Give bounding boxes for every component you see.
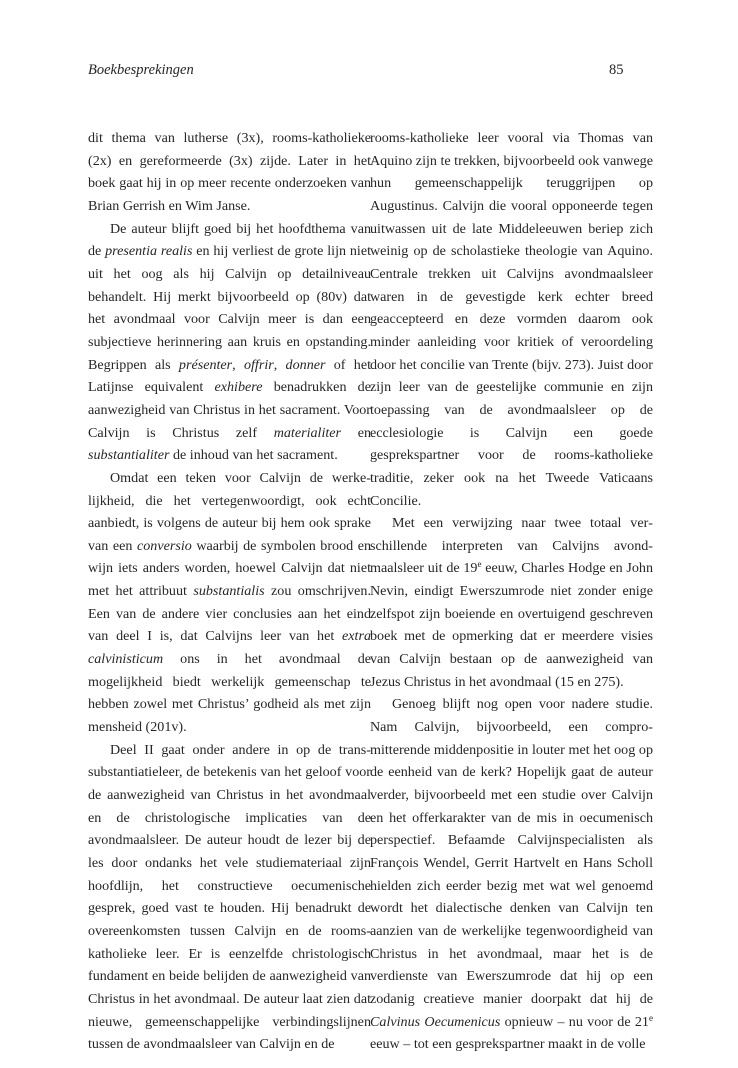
text-run: De auteur blijft goed bij het hoofdthema van de (88, 220, 371, 260)
italic-term: Calvinus Oecumenicus (370, 1013, 501, 1030)
italic-term: presentia realis (105, 243, 193, 260)
text-run: zou omschrijven. Een van de andere vier conclusies aan het eind van deel I is, dat Calvijns leer van het (88, 583, 371, 645)
text-column-left (88, 127, 371, 1056)
italic-term: materialiter (273, 424, 342, 441)
text-run: eeuw, Charles Hodge en John Nevin, eindigt Ewerszumrode niet zonder enige zelfspot zijn boeiende en overtuigend geschreven boek met de opmerking dat er meerdere visies van Calvijn bestaan op de aanwezigheid van Jezus Christus in het avondmaal (15 en 275). (370, 560, 654, 690)
text-run: benadrukken de aanwezigheid van Christus in het sacrament. Voor Calvijn is Christus zelf (88, 379, 371, 441)
paragraph (370, 127, 653, 512)
text-run: en hij verliest de grote lijn niet uit het oog als hij Calvijn op detailniveau behandelt. Hij merkt bijvoorbeeld op (80v) dat het avondmaal voor Calvijn meer is dan een subjectieve herinnering aan kruis en opstanding. Begrippen als (88, 243, 371, 373)
text-run: Deel II gaat onder andere in op de transsubstantiatieleer, de betekenis van het geloof voor de aanwezigheid van Christus in het avondmaal en de christologische implicaties van de avondmaalsleer. De auteur houdt de lezer bij de les door ondanks het vele studiemateriaal zijn hoofdlijn, het constructieve oecumenische gesprek, goed vast te houden. Hij benadrukt de overeenkomsten tussen Calvijn en de rooms-katholieke leer. Er is eenzelfde christologisch fundament en beide belijden de aanwezigheid van Christus in het avondmaal. De auteur laat zien dat nieuwe, gemeenschappelijke verbindingslijnen tussen de avondmaalsleer van Calvijn en de (88, 741, 371, 1053)
text-column-right (370, 127, 653, 1056)
paragraph (88, 127, 371, 218)
text-run: en (341, 424, 372, 441)
paragraph (88, 467, 371, 739)
italic-term: conversio (136, 537, 192, 554)
text-run: , (273, 356, 286, 373)
page-number: 85 (609, 62, 624, 78)
text-run: opnieuw – nu voor de 21 (500, 1013, 649, 1030)
italic-term: substantialiter (88, 447, 170, 464)
text-run: Omdat een teken voor Calvijn de werkelijkheid, die het vertegenwoordigt, ook echt aanbiedt, is volgens de auteur bij hem ook sprake van een (88, 469, 371, 554)
italic-term: extra calvinisticum (88, 628, 371, 668)
text-run: eeuw – tot een gesprekspartner maakt in de volle (370, 1036, 646, 1053)
text-run: de inhoud van het sacrament. (169, 447, 338, 464)
paragraph (88, 218, 371, 467)
paragraph (370, 693, 653, 1056)
text-run: dit thema van lutherse (3x), rooms-katholieke (2x) en gereformeerde (3x) zijde. Later in het boek gaat hij in op meer recente onderzoeken van Brian Gerrish en Wim Janse. (88, 130, 371, 214)
running-head-title: Boekbesprekingen (88, 62, 194, 78)
text-run: Genoeg blijft nog open voor nadere studie. Nam Calvijn, bijvoorbeeld, een compromitterende middenpositie in louter met het oog op de eenheid van de kerk? Hopelijk gaat de auteur verder, bijvoorbeeld met een studie over Calvijn en het offerkarakter van de mis in oecumenisch perspectief. Befaamde Calvijnspecialisten als François Wendel, Gerrit Hartvelt en Hans Scholl hielden zich eerder bezig met wat wel genoemd wordt het dialectische denken van Calvijn ten aanzien van de werkelijke tegenwoordigheid van Christus in het avondmaal, maar het is de verdienste van Ewerszumrode dat hij op een zodanig creatieve manier doorpakt dat hij de (370, 696, 653, 1007)
text-run: , (232, 356, 244, 373)
text-run: Met een verwijzing naar twee totaal verschillende interpreten van Calvijns avondmaalsleer uit de 19 (370, 515, 653, 577)
italic-term: exhibere (214, 379, 263, 396)
text-run: of het Latijnse equivalent (88, 356, 371, 396)
paragraph (370, 512, 653, 693)
italic-term: donner (285, 356, 326, 373)
italic-term: présenter (178, 356, 233, 373)
superscript: e (477, 559, 482, 570)
text-run: rooms-katholieke leer vooral via Thomas van Aquino zijn te trekken, bijvoorbeeld ook vanwege hun gemeenschappelijk teruggrijpen op Augustinus. Calvijn die vooral opponeerde tegen uitwassen uit de late Middeleeuwen beriep zich weinig op de scholastieke theologie van Aquino. Centrale trekken uit Calvijns avondmaalsleer waren in de gevestigde kerk echter breed geaccepteerd en deze vormden daarom ook minder aanleiding voor kritiek of veroordeling door het concilie van Trente (bijv. 273). Juist door zijn leer van de geestelijke communie en zijn toepassing van de avondmaalsleer op de ecclesiologie is Calvijn een goede gesprekspartner voor de rooms-katholieke traditie, zeker ook na het Tweede Vaticaans Concilie. (370, 130, 653, 509)
text-run: ons in het avondmaal de mogelijkheid biedt werkelijk gemeenschap te hebben zowel met Christus’ godheid als met zijn mensheid (201v). (88, 651, 371, 736)
italic-term: substantialis (193, 583, 265, 600)
paragraph (88, 739, 371, 1056)
text-run: waarbij de symbolen brood en wijn iets anders worden, hoewel Calvijn dat niet met het attribuut (88, 537, 371, 600)
superscript: e (648, 1012, 653, 1023)
italic-term: offrir (243, 356, 274, 373)
